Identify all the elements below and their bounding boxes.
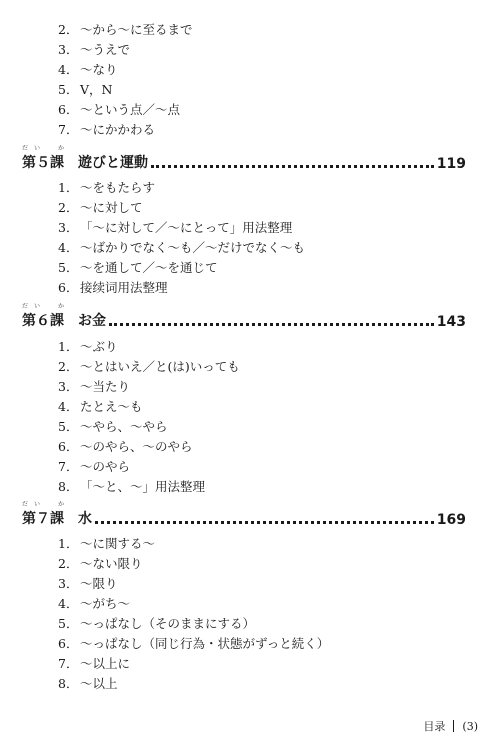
toc-item: 6． ～っぱなし（同じ行為・状態がずっと続く） — [58, 636, 330, 651]
lesson-label: だい か 第７課 — [22, 501, 71, 527]
lesson-title: お金 — [78, 313, 106, 329]
lesson-label: だい か 第６課 — [22, 303, 71, 329]
toc-item: 1． ～をもたらす — [58, 180, 156, 195]
toc-item: 2． ～ない限り — [58, 556, 143, 571]
dot-leader — [95, 521, 434, 524]
toc-item: 6． ～という点／～点 — [58, 102, 181, 117]
lesson-page-number: 119 — [436, 156, 466, 172]
lesson-ruby: だい か — [22, 303, 71, 310]
lesson-page-number: 143 — [436, 314, 466, 330]
toc-item: 1． ～ぶり — [58, 339, 118, 354]
toc-item: 1． ～に関する～ — [58, 536, 156, 551]
toc-item: 7． ～のやら — [58, 459, 131, 474]
lesson-heading[interactable] — [22, 501, 466, 528]
toc-item: 5． V，N — [58, 82, 113, 97]
footer-divider — [453, 720, 454, 732]
lesson-heading[interactable] — [22, 303, 466, 330]
toc-item: 2． ～とはいえ／と(は)いっても — [58, 359, 240, 374]
lesson-title: 遊びと運動 — [78, 155, 148, 171]
toc-item: 3． ～うえで — [58, 42, 131, 57]
lesson-label: だい か 第５課 — [22, 145, 71, 171]
toc-item: 5． ～を通して／～を通じて — [58, 260, 218, 275]
toc-item: 2． ～から～に至るまで — [58, 22, 193, 37]
lesson-ruby: だい か — [22, 501, 71, 508]
toc-item: 8． ～以上 — [58, 676, 118, 691]
lesson-page-number: 169 — [436, 512, 466, 528]
dot-leader — [109, 323, 434, 326]
lesson-title: 水 — [78, 511, 92, 527]
dot-leader — [151, 165, 434, 168]
toc-item: 6． 接续词用法整理 — [58, 280, 168, 295]
toc-item: 4． ～なり — [58, 62, 118, 77]
toc-item: 7． ～にかかわる — [58, 122, 156, 137]
toc-item: 3． ～限り — [58, 576, 118, 591]
toc-item: 5． ～っぱなし（そのままにする） — [58, 616, 256, 631]
page-footer — [423, 718, 478, 734]
toc-item: 8． 「～と、～」用法整理 — [58, 479, 206, 494]
toc-item: 4． ～ばかりでなく～も／～だけでなく～も — [58, 240, 306, 255]
toc-item: 5． ～やら、～やら — [58, 419, 168, 434]
lesson-ruby: だい か — [22, 145, 71, 152]
toc-item: 4． たとえ～も — [58, 399, 143, 414]
lesson-heading[interactable] — [22, 145, 466, 172]
footer-page-number: (3) — [462, 719, 478, 733]
toc-item: 2． ～に対して — [58, 200, 143, 215]
footer-section: 目录 — [423, 720, 446, 733]
toc-item: 3． ～当たり — [58, 379, 131, 394]
toc-item: 6． ～のやら、～のやら — [58, 439, 193, 454]
toc-item: 4． ～がち～ — [58, 596, 131, 611]
toc-item: 7． ～以上に — [58, 656, 131, 671]
toc-item: 3． 「～に対して／～にとって」用法整理 — [58, 220, 293, 235]
